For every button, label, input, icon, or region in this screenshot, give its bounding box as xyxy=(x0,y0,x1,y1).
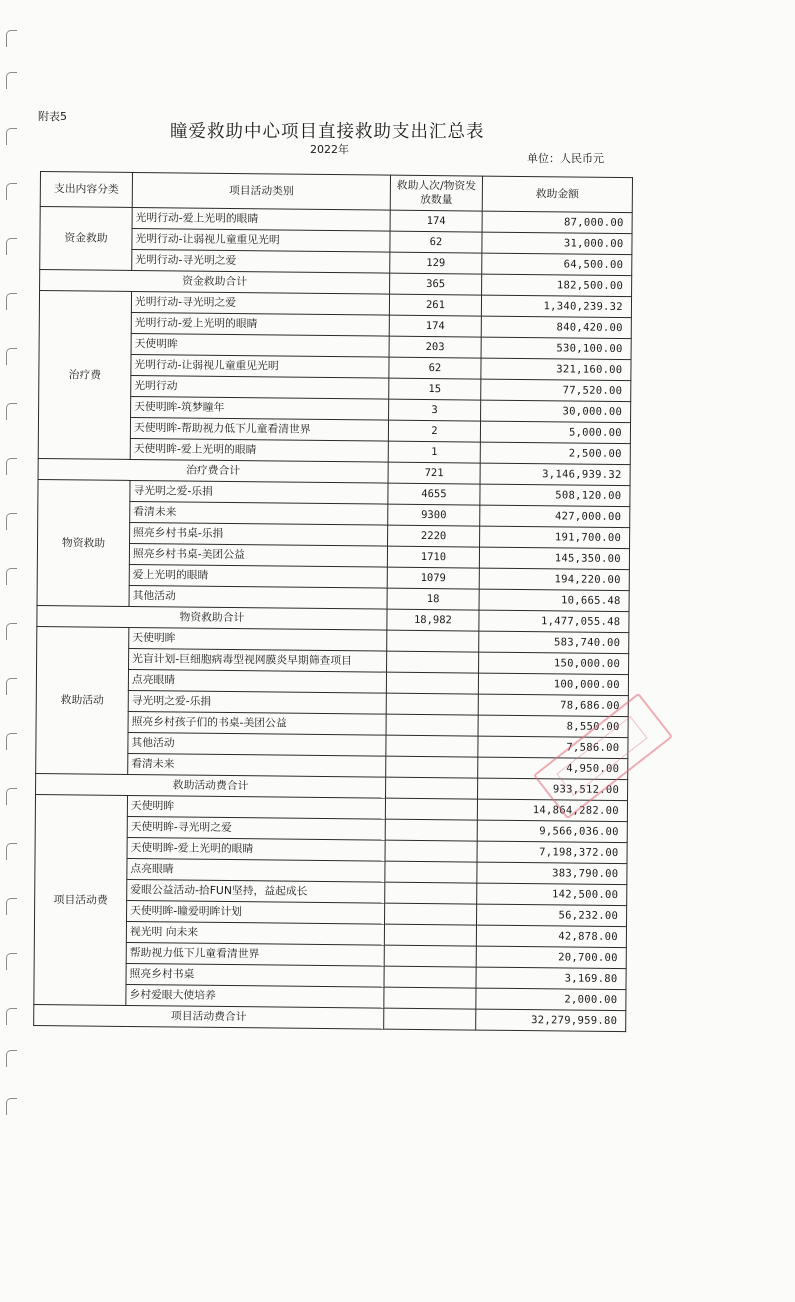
subtotal-label: 资金救助合计 xyxy=(40,270,390,295)
subtotal-count: 18,982 xyxy=(387,609,479,631)
appendix-label: 附表5 xyxy=(38,110,67,123)
amount-cell: 321,160.00 xyxy=(481,358,631,381)
binding-mark xyxy=(6,403,17,420)
subtotal-label: 治疗费合计 xyxy=(38,459,388,484)
count-cell xyxy=(386,756,478,778)
count-cell xyxy=(385,840,477,862)
subtotal-label: 项目活动费合计 xyxy=(34,1005,384,1030)
count-cell: 1079 xyxy=(387,567,479,589)
activity-cell: 光盲计划-巨细胞病毒型视网膜炎早期筛查项目 xyxy=(129,648,387,672)
binding-mark xyxy=(6,1008,17,1025)
count-cell xyxy=(385,798,477,820)
header-category: 支出内容分类 xyxy=(40,172,132,208)
amount-cell: 78,686.00 xyxy=(478,694,628,717)
activity-cell: 天使明眸 xyxy=(131,333,389,357)
activity-cell: 点亮眼睛 xyxy=(127,858,385,882)
category-cell: 物资救助 xyxy=(37,480,130,607)
header-activity: 项目活动类别 xyxy=(132,172,390,210)
activity-cell: 天使明眸-爱上光明的眼睛 xyxy=(127,837,385,861)
activity-cell: 点亮眼睛 xyxy=(128,669,386,693)
amount-cell: 30,000.00 xyxy=(481,400,631,423)
count-cell xyxy=(384,987,476,1009)
count-cell: 2 xyxy=(388,420,480,442)
amount-cell: 100,000.00 xyxy=(478,673,628,696)
header-count: 救助人次/物资发放数量 xyxy=(390,175,482,211)
activity-cell: 天使明眸-爱上光明的眼睛 xyxy=(130,438,388,462)
count-cell xyxy=(387,630,479,652)
subtotal-count xyxy=(386,777,478,799)
category-cell: 治疗费 xyxy=(38,291,131,460)
count-cell: 18 xyxy=(387,588,479,610)
activity-cell: 光明行动-爱上光明的眼睛 xyxy=(132,207,390,231)
binding-mark xyxy=(6,238,17,255)
header-amount: 救助金额 xyxy=(482,176,632,213)
count-cell xyxy=(386,714,478,736)
subtotal-label: 救助活动费合计 xyxy=(36,774,386,799)
activity-cell: 寻光明之爱-乐捐 xyxy=(128,690,386,714)
amount-cell: 583,740.00 xyxy=(479,631,629,654)
activity-cell: 天使明眸-寻光明之爱 xyxy=(127,816,385,840)
subtotal-count: 365 xyxy=(390,273,482,295)
binding-mark xyxy=(6,623,17,640)
binding-mark xyxy=(6,293,17,310)
document-title: 瞳爱救助中心项目直接救助支出汇总表 xyxy=(170,122,485,142)
expenditure-table xyxy=(33,171,633,1032)
count-cell: 62 xyxy=(389,357,481,379)
activity-cell: 视光明 向未来 xyxy=(126,921,384,945)
count-cell: 129 xyxy=(390,252,482,274)
binding-mark xyxy=(6,128,17,145)
amount-cell: 9,566,036.00 xyxy=(477,820,627,843)
binding-mark xyxy=(6,568,17,585)
binding-mark xyxy=(6,788,17,805)
binding-mark xyxy=(6,183,17,200)
binding-mark xyxy=(6,898,17,915)
amount-cell: 191,700.00 xyxy=(480,526,630,549)
activity-cell: 看清未来 xyxy=(130,501,388,525)
count-cell: 1710 xyxy=(387,546,479,568)
count-cell: 3 xyxy=(389,399,481,421)
subtotal-count: 721 xyxy=(388,462,480,484)
amount-cell: 5,000.00 xyxy=(480,421,630,444)
binding-mark xyxy=(6,348,17,365)
count-cell: 1 xyxy=(388,441,480,463)
category-cell: 救助活动 xyxy=(36,627,129,775)
count-cell xyxy=(384,945,476,967)
count-cell: 4655 xyxy=(388,483,480,505)
table-body xyxy=(34,207,633,1032)
activity-cell: 光明行动-寻光明之爱 xyxy=(132,249,390,273)
activity-cell: 天使明眸-瞳爱明眸计划 xyxy=(127,900,385,924)
count-cell xyxy=(385,861,477,883)
report-year: 2022年 xyxy=(310,143,349,156)
amount-cell: 31,000.00 xyxy=(482,232,632,255)
count-cell: 15 xyxy=(389,378,481,400)
activity-cell: 天使明眸-筑梦瞳年 xyxy=(131,396,389,420)
amount-cell: 2,000.00 xyxy=(476,988,626,1011)
activity-cell: 爱上光明的眼睛 xyxy=(129,564,387,588)
activity-cell: 光明行动-让弱视儿童重见光明 xyxy=(132,228,390,252)
count-cell: 261 xyxy=(389,294,481,316)
amount-cell: 142,500.00 xyxy=(477,883,627,906)
count-cell: 62 xyxy=(390,231,482,253)
amount-cell: 150,000.00 xyxy=(479,652,629,675)
category-cell: 项目活动费 xyxy=(34,795,128,1006)
amount-cell: 383,790.00 xyxy=(477,862,627,885)
amount-cell: 20,700.00 xyxy=(476,946,626,969)
currency-unit: 单位：人民币元 xyxy=(527,152,604,165)
subtotal-label: 物资救助合计 xyxy=(37,606,387,631)
activity-cell: 照亮乡村书桌 xyxy=(126,963,384,987)
count-cell xyxy=(385,903,477,925)
count-cell: 203 xyxy=(389,336,481,358)
binding-mark xyxy=(6,953,17,970)
count-cell xyxy=(385,819,477,841)
activity-cell: 其他活动 xyxy=(129,585,387,609)
binding-mark xyxy=(6,513,17,530)
amount-cell: 145,350.00 xyxy=(479,547,629,570)
amount-cell: 42,878.00 xyxy=(476,925,626,948)
subtotal-amount: 3,146,939.32 xyxy=(480,463,630,486)
activity-cell: 光明行动-寻光明之爱 xyxy=(131,291,389,315)
binding-mark xyxy=(6,733,17,750)
amount-cell: 7,586.00 xyxy=(478,736,628,759)
amount-cell: 56,232.00 xyxy=(477,904,627,927)
amount-cell: 427,000.00 xyxy=(480,505,630,528)
activity-cell: 照亮乡村书桌-美团公益 xyxy=(129,543,387,567)
subtotal-amount: 32,279,959.80 xyxy=(476,1009,626,1032)
binding-mark xyxy=(6,1050,17,1067)
binding-mark xyxy=(6,458,17,475)
subtotal-amount: 933,512.00 xyxy=(478,778,628,801)
activity-cell: 照亮乡村书桌-乐捐 xyxy=(130,522,388,546)
amount-cell: 8,550.00 xyxy=(478,715,628,738)
count-cell xyxy=(386,735,478,757)
activity-cell: 看清未来 xyxy=(128,753,386,777)
activity-cell: 帮助视力低下儿童看清世界 xyxy=(126,942,384,966)
amount-cell: 14,864,282.00 xyxy=(477,799,627,822)
amount-cell: 1,340,239.32 xyxy=(481,295,631,318)
amount-cell: 64,500.00 xyxy=(482,253,632,276)
amount-cell: 87,000.00 xyxy=(482,211,632,234)
binding-mark xyxy=(6,678,17,695)
amount-cell: 77,520.00 xyxy=(481,379,631,402)
subtotal-count xyxy=(384,1008,476,1030)
activity-cell: 寻光明之爱-乐捐 xyxy=(130,480,388,504)
count-cell xyxy=(387,651,479,673)
amount-cell: 4,950.00 xyxy=(478,757,628,780)
binding-mark xyxy=(6,72,17,89)
count-cell: 9300 xyxy=(388,504,480,526)
count-cell xyxy=(384,966,476,988)
count-cell: 174 xyxy=(390,210,482,232)
activity-cell: 其他活动 xyxy=(128,732,386,756)
activity-cell: 天使明眸-帮助视力低下儿童看清世界 xyxy=(130,417,388,441)
count-cell xyxy=(384,924,476,946)
amount-cell: 530,100.00 xyxy=(481,337,631,360)
activity-cell: 照亮乡村孩子们的书桌-美团公益 xyxy=(128,711,386,735)
amount-cell: 194,220.00 xyxy=(479,568,629,591)
count-cell: 2220 xyxy=(388,525,480,547)
activity-cell: 光明行动-爱上光明的眼睛 xyxy=(131,312,389,336)
amount-cell: 3,169.80 xyxy=(476,967,626,990)
activity-cell: 天使明眸 xyxy=(127,795,385,819)
activity-cell: 爱眼公益活动-拾FUN坚持，益起成长 xyxy=(127,879,385,903)
binding-mark xyxy=(6,30,17,47)
category-cell: 资金救助 xyxy=(40,207,133,271)
activity-cell: 乡村爱眼大使培养 xyxy=(126,984,384,1008)
count-cell: 174 xyxy=(389,315,481,337)
activity-cell: 天使明眸 xyxy=(129,627,387,651)
amount-cell: 7,198,372.00 xyxy=(477,841,627,864)
count-cell xyxy=(385,882,477,904)
amount-cell: 2,500.00 xyxy=(480,442,630,465)
amount-cell: 840,420.00 xyxy=(481,316,631,339)
binding-mark xyxy=(6,843,17,860)
subtotal-amount: 1,477,055.48 xyxy=(479,610,629,633)
count-cell xyxy=(386,672,478,694)
amount-cell: 508,120.00 xyxy=(480,484,630,507)
table-container xyxy=(31,171,795,1302)
amount-cell: 10,665.48 xyxy=(479,589,629,612)
subtotal-amount: 182,500.00 xyxy=(482,274,632,297)
count-cell xyxy=(386,693,478,715)
activity-cell: 光明行动 xyxy=(131,375,389,399)
activity-cell: 光明行动-让弱视儿童重见光明 xyxy=(131,354,389,378)
binding-mark xyxy=(6,1098,17,1115)
